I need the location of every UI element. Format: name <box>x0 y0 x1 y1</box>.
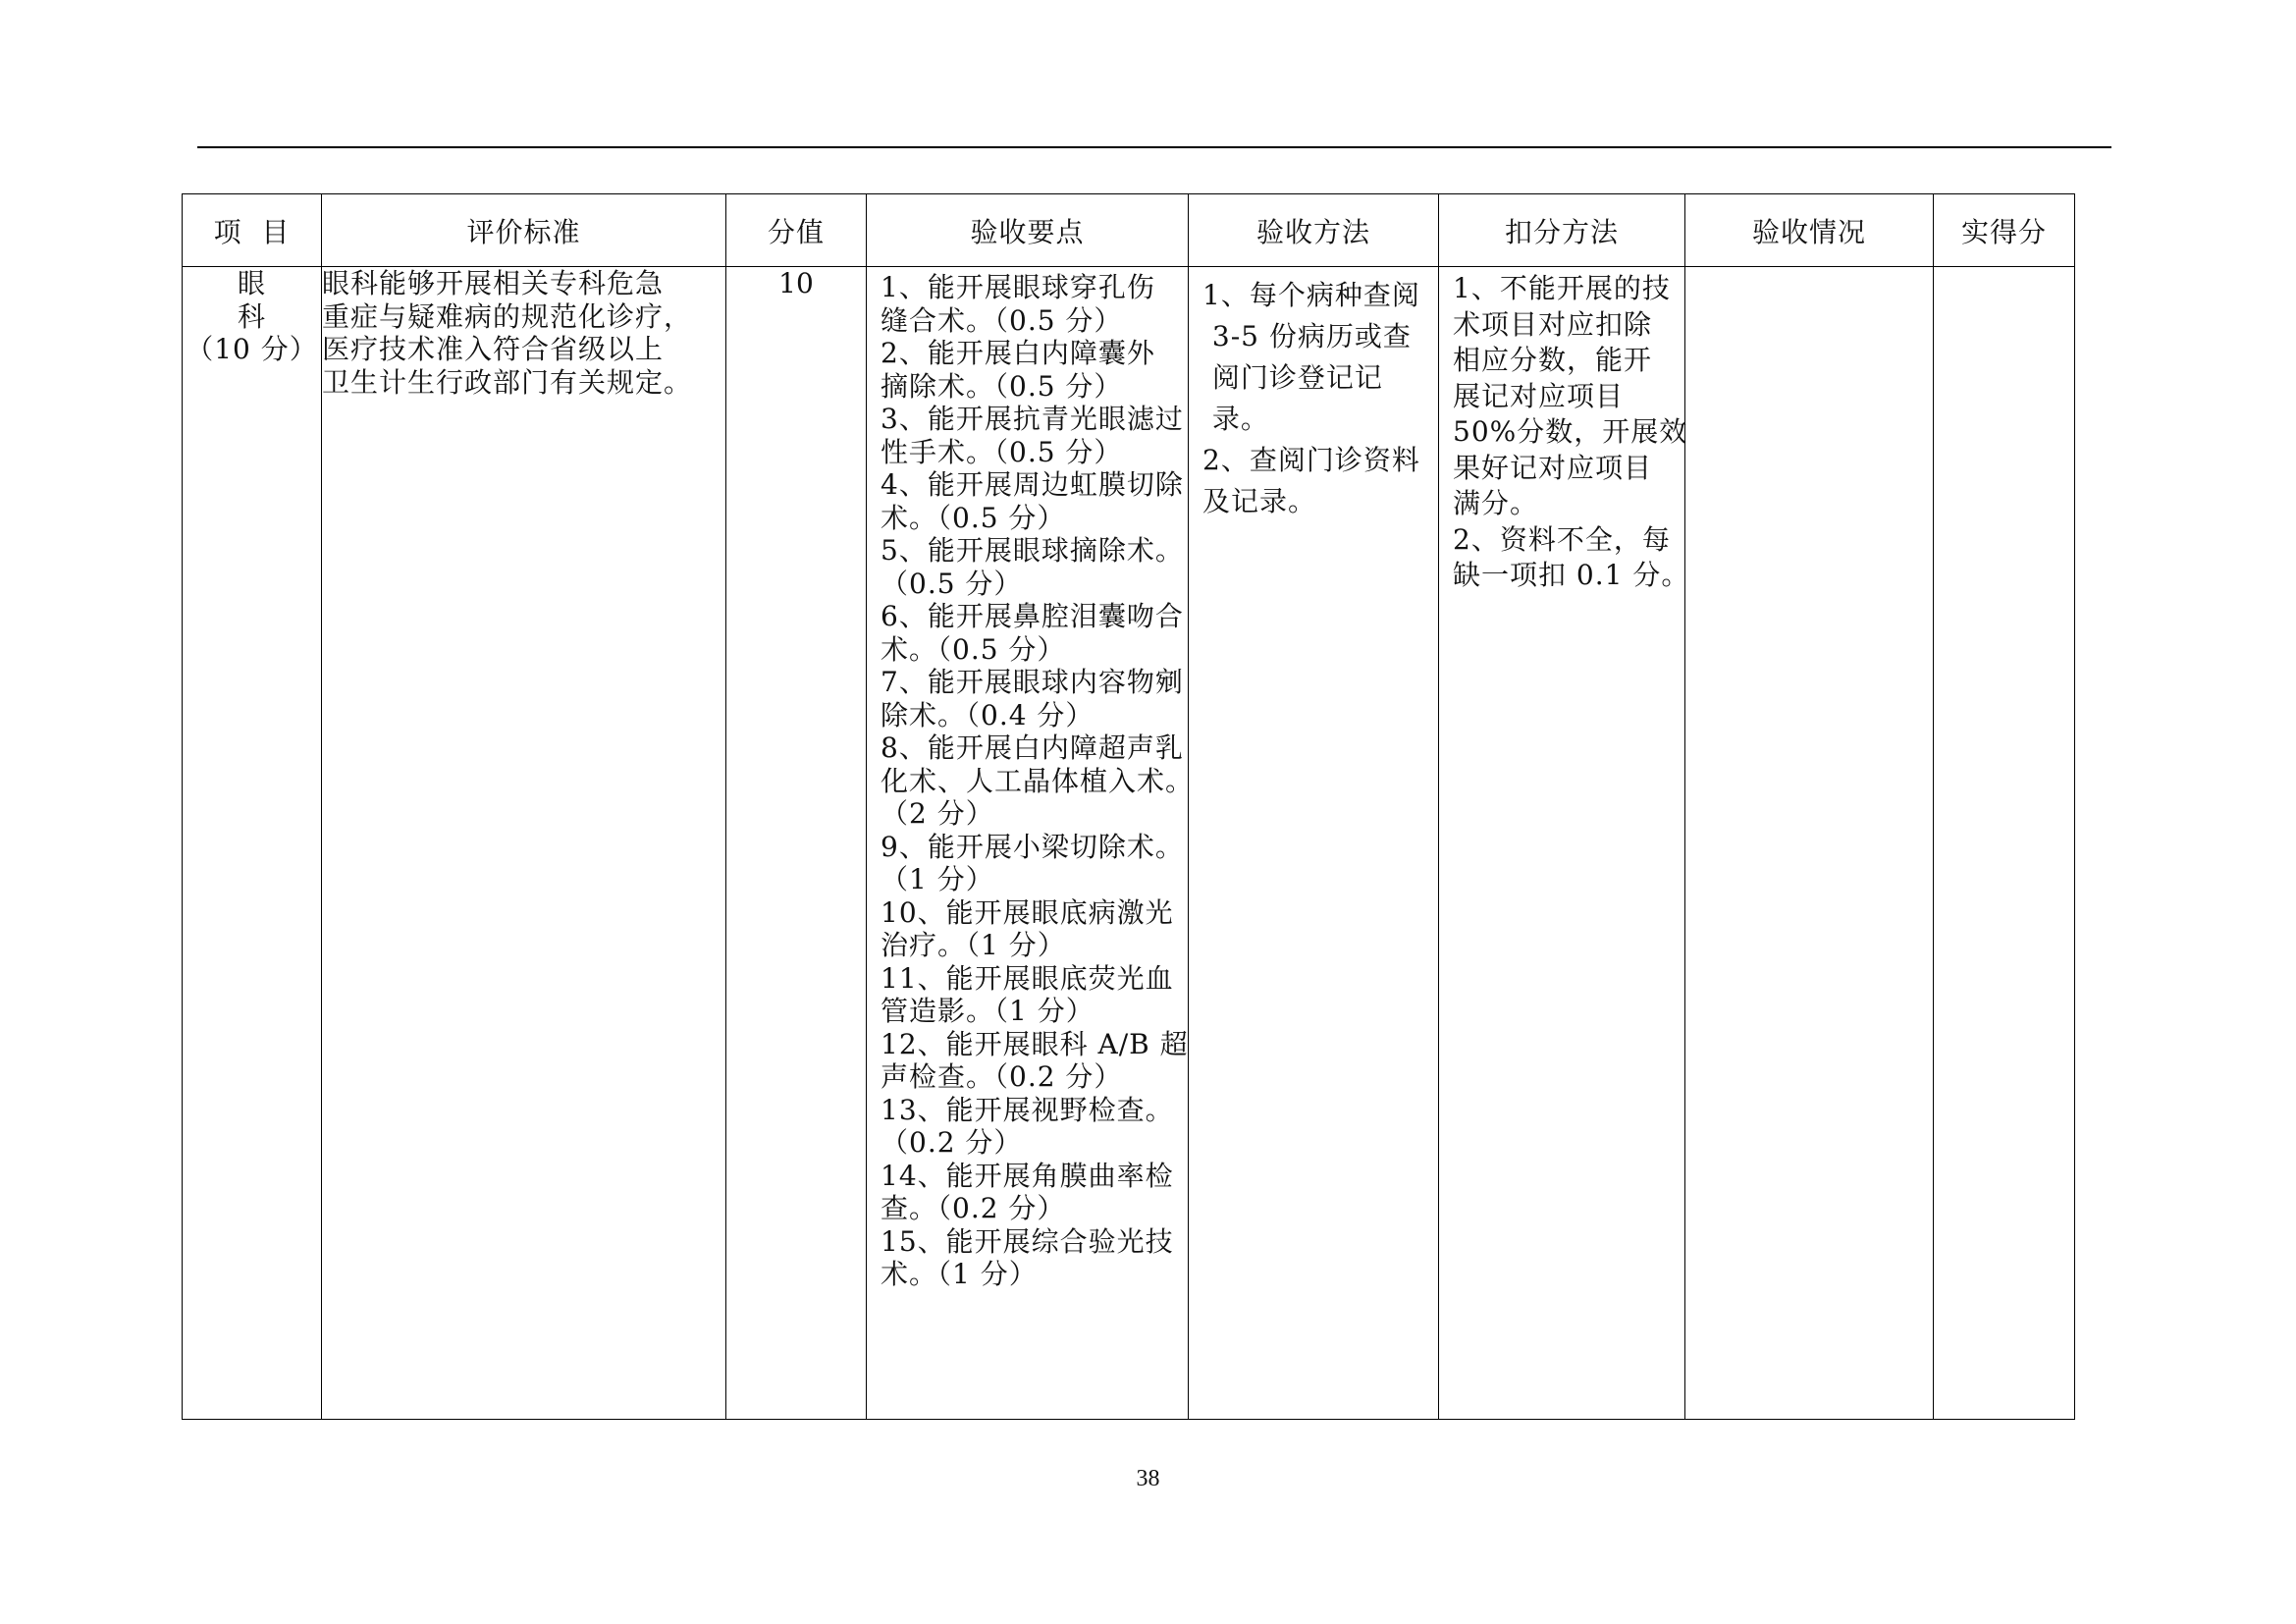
criteria-line: 重症与疑难病的规范化诊疗， <box>322 299 693 333</box>
header-item: 项 目 <box>183 194 322 267</box>
deduction-line: 1、不能开展的技 <box>1453 272 1671 304</box>
deduction-line: 2、资料不全，每 <box>1453 522 1671 556</box>
header-criteria: 评价标准 <box>322 194 726 267</box>
point-line: 8、能开展白内障超声乳 <box>881 731 1184 764</box>
method-line: 及记录。 <box>1202 485 1317 517</box>
point-line: 性手术。（0.5 分） <box>881 435 1123 468</box>
method-line: 1、每个病种查阅 <box>1202 279 1420 311</box>
page-number: 38 <box>1136 1466 1160 1491</box>
item-lines <box>183 267 321 366</box>
deduction-cell <box>1439 267 1690 1420</box>
point-line: （1 分） <box>881 863 994 895</box>
deduction-line: 果好记对应项目 <box>1453 451 1653 484</box>
deduction-line: 术项目对应扣除 <box>1453 307 1653 341</box>
table-header-row <box>183 194 2075 267</box>
point-line: 1、能开展眼球穿孔伤 <box>881 271 1155 303</box>
point-line: 5、能开展眼球摘除术。 <box>881 534 1184 567</box>
point-line: 术。（1 分） <box>881 1258 1038 1290</box>
point-line: 查。（0.2 分） <box>881 1192 1066 1224</box>
point-line: 术。（0.5 分） <box>881 632 1066 666</box>
criteria-cell <box>322 267 726 1420</box>
points-cell <box>867 267 1195 1420</box>
table-row <box>183 267 2075 1420</box>
deduction-line: 50%分数，开展效 <box>1453 415 1688 448</box>
item-line: 科 <box>237 299 266 333</box>
point-line: （0.2 分） <box>881 1126 1023 1159</box>
method-cell <box>1189 267 1439 1420</box>
actual-score-cell[interactable] <box>1934 267 2075 1420</box>
evaluation-table <box>182 193 2075 1420</box>
point-line: 13、能开展视野检查。 <box>881 1093 1174 1126</box>
point-line: 12、能开展眼科 A/B 超 <box>881 1027 1189 1060</box>
point-line: 除术。（0.4 分） <box>881 698 1095 731</box>
method-lines <box>1189 267 1438 522</box>
item-line: （10 分） <box>186 333 318 365</box>
points-lines <box>867 267 1195 1291</box>
point-line: 缝合术。（0.5 分） <box>881 303 1123 337</box>
item-cell <box>183 267 322 1420</box>
deduction-line: 展记对应项目 <box>1453 379 1625 412</box>
point-line: 4、能开展周边虹膜切除 <box>881 468 1184 501</box>
criteria-lines <box>322 267 725 399</box>
header-situation: 验收情况 <box>1685 194 1934 267</box>
criteria-line: 卫生计生行政部门有关规定。 <box>322 365 693 399</box>
point-line: （2 分） <box>881 797 994 830</box>
header-deduction: 扣分方法 <box>1439 194 1685 267</box>
point-line: 化术、人工晶体植入术。 <box>881 764 1195 797</box>
score-cell: 10 <box>726 267 867 1420</box>
point-line: 2、能开展白内障囊外 <box>881 337 1155 369</box>
method-line: 录。 <box>1202 403 1269 435</box>
method-line: 阅门诊登记记 <box>1202 361 1383 394</box>
situation-cell[interactable] <box>1685 267 1934 1420</box>
point-line: 15、能开展综合验光技 <box>881 1224 1174 1258</box>
point-line: 声检查。（0.2 分） <box>881 1060 1123 1093</box>
point-line: 6、能开展鼻腔泪囊吻合 <box>881 600 1184 632</box>
point-line: 管造影。（1 分） <box>881 995 1095 1027</box>
header-method: 验收方法 <box>1189 194 1439 267</box>
header-points: 验收要点 <box>867 194 1189 267</box>
point-line: 10、能开展眼底病激光 <box>881 895 1174 929</box>
header-actual: 实得分 <box>1934 194 2075 267</box>
deduction-line: 满分。 <box>1453 487 1539 519</box>
method-line: 2、查阅门诊资料 <box>1202 444 1420 476</box>
header-score: 分值 <box>726 194 867 267</box>
point-line: （0.5 分） <box>881 567 1023 600</box>
point-line: 治疗。（1 分） <box>881 929 1066 961</box>
deduction-lines <box>1439 267 1690 594</box>
header-rule <box>197 146 2111 148</box>
deduction-line: 相应分数，能开 <box>1453 344 1653 376</box>
point-line: 术。（0.5 分） <box>881 501 1066 534</box>
point-line: 11、能开展眼底荧光血 <box>881 961 1174 995</box>
point-line: 3、能开展抗青光眼滤过 <box>881 403 1184 435</box>
method-line: 3-5 份病历或查 <box>1202 320 1412 352</box>
deduction-line: 缺一项扣 0.1 分。 <box>1453 559 1690 591</box>
item-line: 眼 <box>237 267 266 299</box>
point-line: 14、能开展角膜曲率检 <box>881 1159 1174 1192</box>
criteria-line: 眼科能够开展相关专科危急 <box>322 267 665 299</box>
criteria-line: 医疗技术准入符合省级以上 <box>322 333 665 365</box>
point-line: 7、能开展眼球内容物剜 <box>881 666 1184 698</box>
point-line: 9、能开展小梁切除术。 <box>881 830 1184 863</box>
point-line: 摘除术。（0.5 分） <box>881 369 1123 403</box>
